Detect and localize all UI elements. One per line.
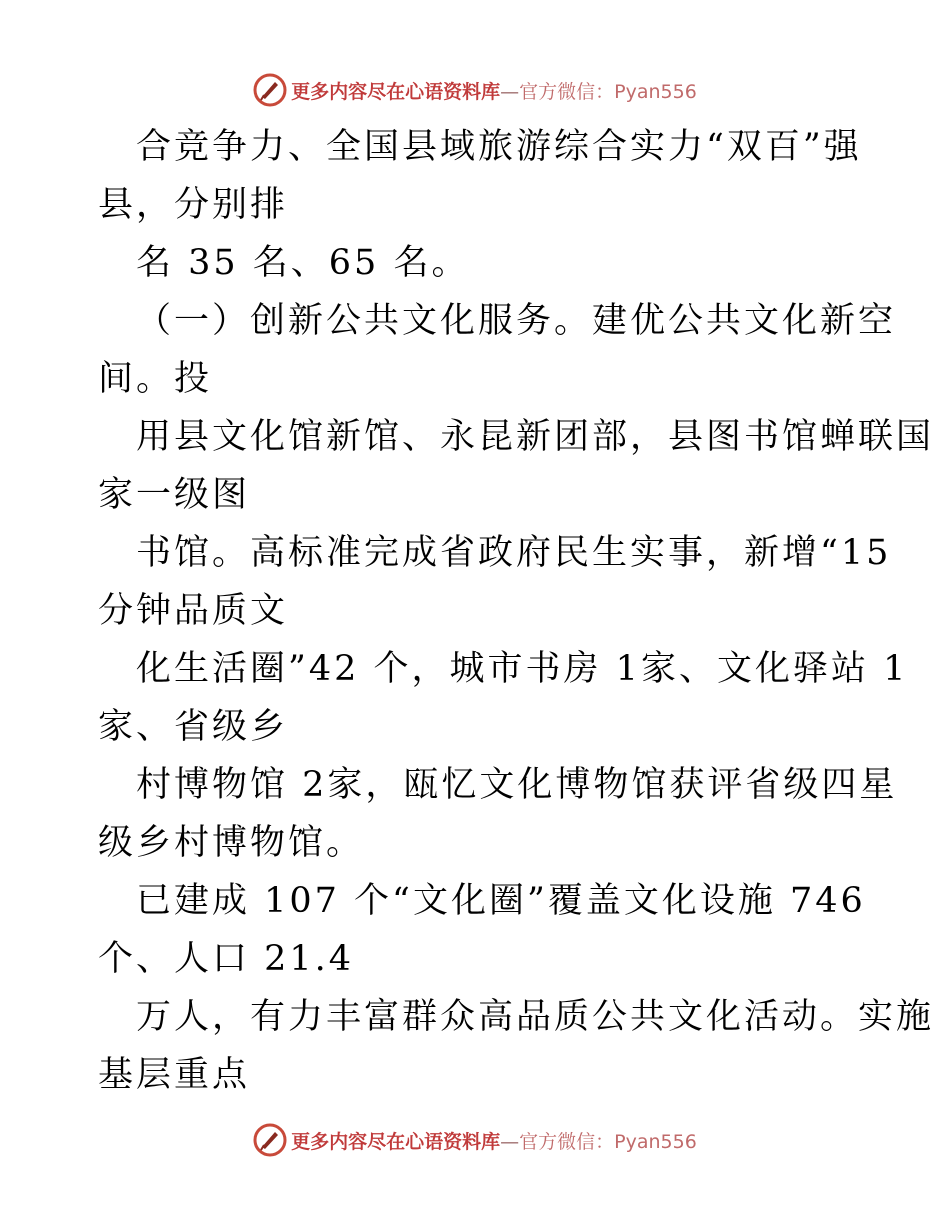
text-line: 合竞争力、全国县域旅游综合实力“双百”强: [136, 127, 862, 167]
text-line: 万人，有力丰富群众高品质公共文化活动。实施: [136, 997, 935, 1037]
watermark-separator: —: [500, 80, 520, 103]
watermark-separator: —: [500, 1130, 520, 1153]
text-line: 间。投: [98, 359, 213, 399]
text-line: 名 35 名、65 名。: [136, 243, 470, 283]
watermark-text: [291, 77, 697, 104]
footer-watermark: [0, 1120, 950, 1160]
text-line: 家、省级乡: [98, 707, 289, 747]
text-line: 基层重点: [98, 1055, 251, 1095]
watermark-contact: 官方微信：Pyan556: [519, 80, 697, 103]
text-line: 分钟品质文: [98, 591, 289, 631]
text-line: 家一级图: [98, 475, 251, 515]
text-line: 个、人口 21.4: [98, 939, 355, 979]
text-line: （一）创新公共文化服务。建优公共文化新空: [136, 301, 897, 341]
text-line: 已建成 107 个“文化圈”覆盖文化设施 746: [136, 881, 866, 921]
quill-logo-icon: [253, 1123, 287, 1157]
text-line: 书馆。高标准完成省政府民生实事，新增“15: [136, 533, 892, 573]
watermark-text: [291, 1127, 697, 1154]
text-line: 级乡村博物馆。: [98, 823, 365, 863]
watermark-brand: 更多内容尽在心语资料库: [291, 1130, 501, 1153]
text-line: 用县文化馆新馆、永昆新团部，县图书馆蝉联国: [136, 417, 935, 457]
document-body: [98, 118, 935, 1104]
watermark-brand: 更多内容尽在心语资料库: [291, 80, 501, 103]
quill-logo-icon: [253, 73, 287, 107]
text-line: 化生活圈”42 个，城市书房 1家、文化驿站 1: [136, 649, 909, 689]
watermark-contact: 官方微信：Pyan556: [519, 1130, 697, 1153]
text-line: 村博物馆 2家，瓯忆文化博物馆获评省级四星: [136, 765, 898, 805]
header-watermark: [0, 70, 950, 110]
text-line: 县，分别排: [98, 185, 289, 225]
